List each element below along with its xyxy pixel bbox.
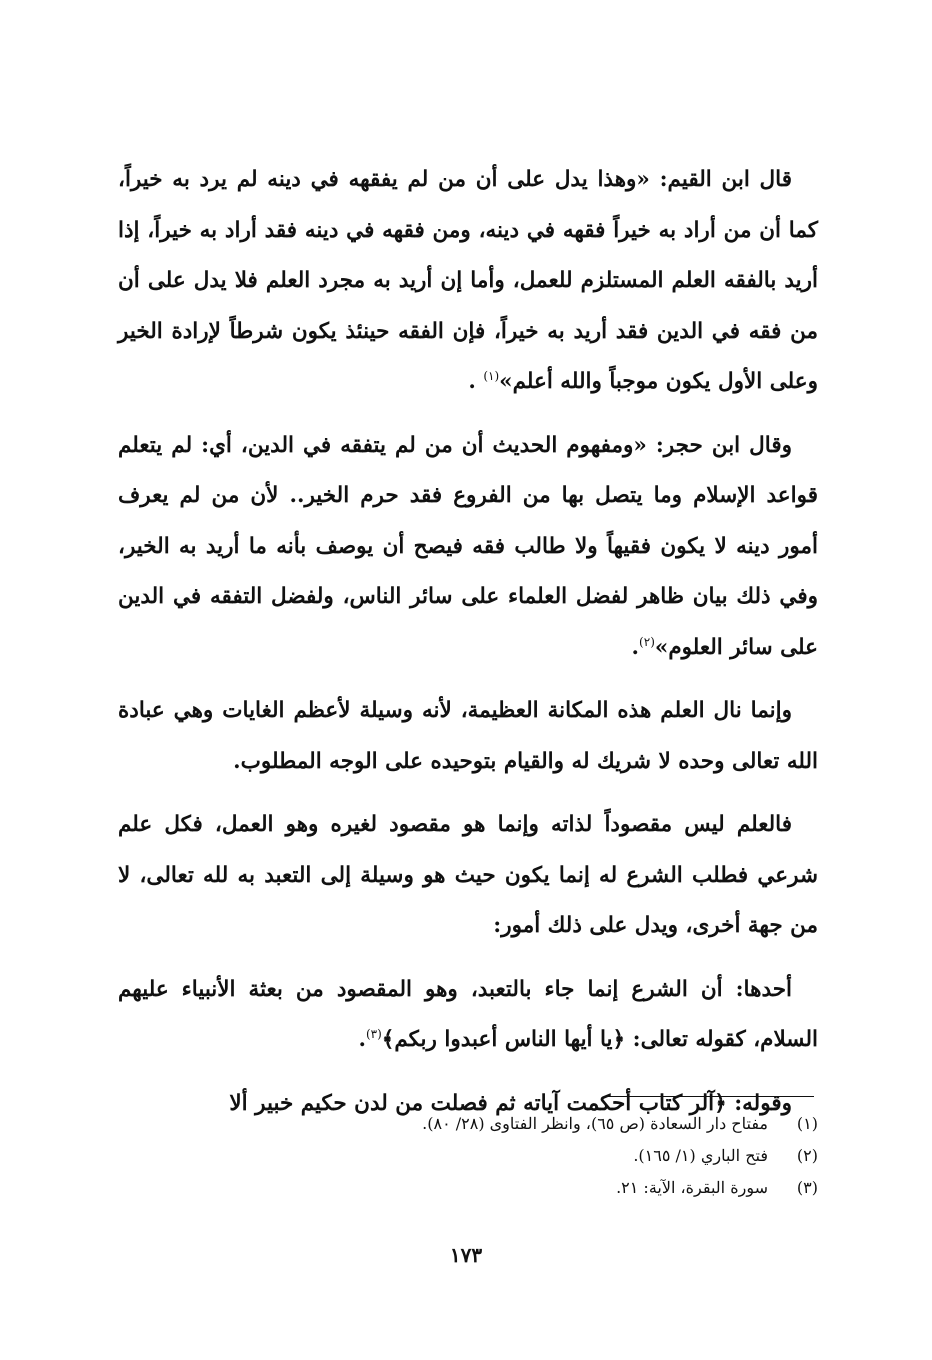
footnote-separator-line bbox=[606, 1096, 814, 1097]
paragraph-text: أحدها: أن الشرع إنما جاء بالتعبد، وهو المقصود من بعثة الأنبياء عليهم السلام، كقوله تعالى: ﴿يا أيها الناس أعبدوا ربكم﴾ bbox=[118, 976, 818, 1052]
page-number: ١٧٣ bbox=[449, 1243, 483, 1267]
footnote-item bbox=[118, 1172, 818, 1204]
paragraph-text: وقوله: ﴿آلر كتاب أحكمت آياته ثم فصلت من لدن حكيم خبير ألا bbox=[229, 1090, 792, 1116]
paragraph-text: وقال ابن حجر: «ومفهوم الحديث أن من لم يتفقه في الدين، أي: لم يتعلم قواعد الإسلام وما يتصل بها من الفروع فقد حرم الخير.. لأن من لم يعرف أمور دينه لا يكون فقيهاً ولا طالب فقه فيصح أن يوصف بأنه ما أريد به الخير، وفي ذلك بيان ظاهر لفضل العلماء على سائر الناس، ولفضل التفقه في الدين على سائر العلوم» bbox=[118, 432, 818, 660]
paragraph-text: وإنما نال العلم هذه المكانة العظيمة، لأنه وسيلة لأعظم الغايات وهي عبادة الله تعالى وحده لا شريك له والقيام بتوحيده على الوجه المطلوب. bbox=[118, 698, 818, 774]
footnote-reference[interactable]: (٢) bbox=[639, 634, 655, 649]
paragraph-ibn-hajar-quote bbox=[118, 421, 818, 674]
footnote-number: (٢) bbox=[796, 1146, 818, 1165]
footnote-item bbox=[118, 1140, 818, 1172]
footnote-text: مفتاح دار السعادة (ص ٦٥)، وانظر الفتاوى (٢٨/ ٨٠). bbox=[422, 1114, 768, 1133]
footnotes bbox=[118, 1108, 818, 1204]
paragraph-knowledge-for-action bbox=[118, 800, 818, 952]
footnote-text: سورة البقرة، الآية: ٢١. bbox=[616, 1178, 768, 1197]
footnote-reference[interactable]: (٣) bbox=[365, 1026, 382, 1041]
paragraph-ibn-alqayyim-quote bbox=[118, 155, 818, 408]
footnote-text: فتح الباري (١/ ١٦٥). bbox=[633, 1146, 768, 1165]
paragraph-end-punctuation: . bbox=[358, 1027, 366, 1052]
main-text bbox=[118, 155, 818, 1142]
paragraph-status-of-knowledge bbox=[118, 686, 818, 787]
footnote-reference[interactable]: (١) bbox=[483, 368, 500, 383]
paragraph-text: فالعلم ليس مقصوداً لذاته وإنما هو مقصود لغيره وهو العمل، فكل علم شرعي فطلب الشرع له إنما يكون حيث هو وسيلة إلى التعبد به لله تعالى، لا من جهة أخرى، ويدل على ذلك أمور: bbox=[118, 812, 818, 938]
paragraph-end-punctuation: . bbox=[468, 369, 484, 394]
footnote-item bbox=[118, 1108, 818, 1140]
paragraph-first-evidence bbox=[118, 965, 818, 1066]
paragraph-text: قال ابن القيم: «وهذا يدل على أن من لم يفقهه في دينه لم يرد به خيراً، كما أن من أراد به خيراً فقهه في دينه، ومن فقهه في دينه فقد أراد به خيراً، إذا أريد بالفقه العلم المستلزم للعمل، وأما إن أريد به مجرد العلم فلا يدل على أن من فقه في الدين فقد أريد به خيراً، فإن الفقه حينئذ يكون شرطاً لإرادة الخير وعلى الأول يكون موجباً والله أعلم» bbox=[118, 167, 818, 394]
footnote-number: (١) bbox=[796, 1114, 818, 1133]
paragraph-end-punctuation: . bbox=[631, 634, 640, 660]
footnote-number: (٣) bbox=[796, 1178, 818, 1197]
